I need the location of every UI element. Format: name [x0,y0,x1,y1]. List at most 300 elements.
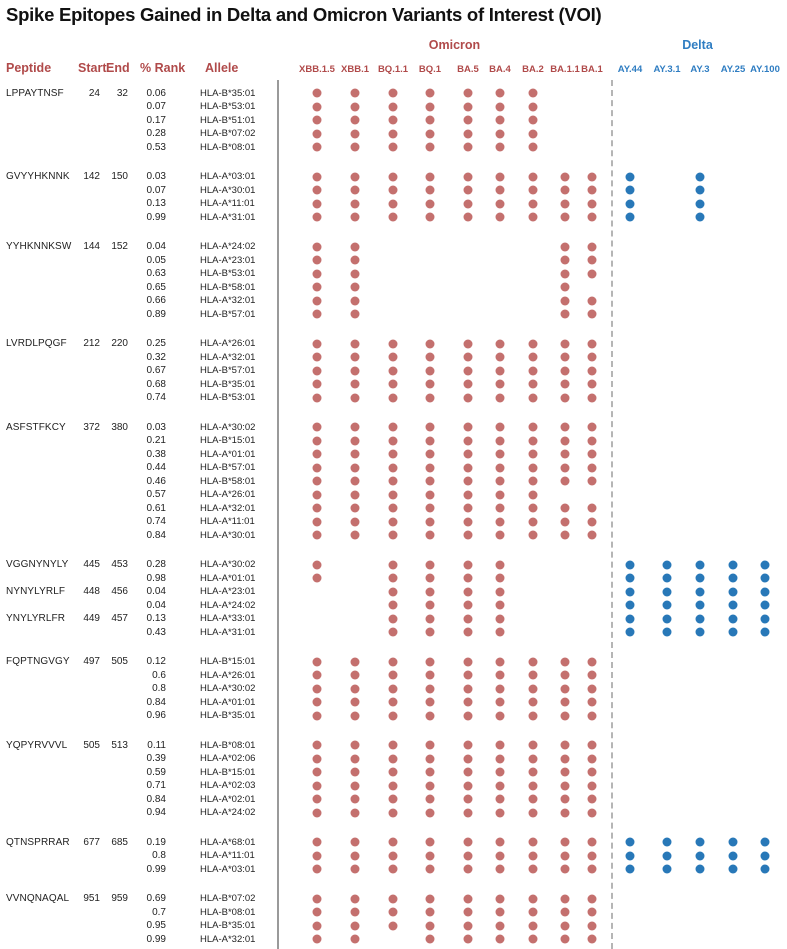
presence-dot [761,851,770,860]
presence-dot [529,463,538,472]
peptide-label: YYHKNNKSW [6,241,72,252]
presence-dot [761,574,770,583]
rank-value: 0.25 [146,338,166,349]
presence-dot [561,908,570,917]
presence-dot [588,393,597,402]
variant-column-header-BA-4: BA.4 [489,64,511,75]
presence-dot [588,711,597,720]
presence-dot [426,808,435,817]
presence-dot [663,851,672,860]
allele-label: HLA-B*08:01 [200,739,256,751]
presence-dot [761,614,770,623]
presence-dot [626,186,635,195]
presence-dot [588,781,597,790]
presence-dot [351,838,360,847]
presence-dot [464,865,473,874]
presence-dot [729,574,738,583]
presence-dot [313,574,322,583]
presence-dot [464,172,473,181]
presence-dot [464,393,473,402]
presence-dot [426,450,435,459]
presence-dot [351,477,360,486]
presence-dot [496,490,505,499]
allele-label: HLA-A*32:01 [200,351,256,363]
allele-label: HLA-A*23:01 [200,586,256,597]
rank-value: 0.39 [146,753,166,764]
presence-dot [561,436,570,445]
allele-label: HLA-A*24:02 [200,599,256,611]
group-header-omicron: Omicron [428,38,481,52]
presence-dot [313,781,322,790]
presence-dot [389,353,398,362]
presence-dot [426,657,435,666]
end-value: 505 [111,656,128,667]
allele-label: HLA-A*31:01 [200,211,256,223]
variant-column-header-BA-1: BA.1 [581,64,603,75]
rank-value: 0.99 [146,933,166,945]
presence-dot [389,380,398,389]
presence-dot [588,754,597,763]
presence-dot [496,795,505,804]
presence-dot [496,560,505,569]
allele-label: HLA-A*11:01 [200,516,255,527]
presence-dot [663,574,672,583]
allele-label: HLA-B*08:01 [200,141,256,153]
presence-dot [464,366,473,375]
presence-dot [313,143,322,152]
presence-dot [529,808,538,817]
rank-value: 0.96 [146,710,166,721]
presence-dot [464,671,473,680]
allele-label: HLA-A*01:01 [200,696,256,708]
presence-dot [313,754,322,763]
presence-dot [464,574,473,583]
presence-dot [426,129,435,138]
presence-dot [588,380,597,389]
allele-label: HLA-B*51:01 [200,114,256,126]
presence-dot [426,380,435,389]
presence-dot [389,393,398,402]
presence-dot [464,463,473,472]
presence-dot [561,380,570,389]
presence-dot [351,423,360,432]
presence-dot [351,199,360,208]
presence-dot [761,601,770,610]
presence-dot [529,838,538,847]
presence-dot [426,517,435,526]
presence-dot [588,463,597,472]
presence-dot [426,504,435,513]
presence-dot [496,711,505,720]
presence-dot [426,102,435,111]
presence-dot [696,574,705,583]
presence-dot [588,339,597,348]
rank-value: 0.74 [146,392,166,403]
presence-dot [389,436,398,445]
peptide-label: YQPYRVVVL [6,739,68,751]
presence-dot [426,423,435,432]
page-title: Spike Epitopes Gained in Delta and Omicron Variants of Interest (VOI) [6,4,602,25]
variant-column-header-AY-25: AY.25 [720,64,746,75]
presence-dot [626,574,635,583]
end-value: 456 [111,586,128,597]
presence-dot [496,172,505,181]
presence-dot [426,921,435,930]
presence-dot [529,698,538,707]
presence-dot [313,560,322,569]
presence-dot [496,380,505,389]
column-header-peptide: Peptide [6,61,52,75]
presence-dot [426,186,435,195]
presence-dot [351,283,360,292]
presence-dot [426,143,435,152]
presence-dot [389,423,398,432]
presence-dot [496,89,505,98]
end-value: 685 [111,836,128,848]
presence-dot [496,838,505,847]
presence-dot [389,754,398,763]
presence-dot [496,865,505,874]
presence-dot [696,865,705,874]
presence-dot [496,671,505,680]
presence-dot [351,353,360,362]
allele-label: HLA-A*32:01 [200,933,256,945]
presence-dot [729,601,738,610]
presence-dot [496,213,505,222]
presence-dot [313,463,322,472]
rank-value: 0.65 [146,281,166,293]
presence-dot [561,353,570,362]
presence-dot [389,463,398,472]
presence-dot [389,698,398,707]
presence-dot [588,242,597,251]
presence-dot [426,89,435,98]
presence-dot [561,711,570,720]
variant-column-header-BA-1-1: BA.1.1 [550,64,580,75]
presence-dot [588,450,597,459]
presence-dot [588,935,597,944]
presence-dot [561,504,570,513]
peptide-label: GVYYHKNNK [6,171,70,182]
presence-dot [761,865,770,874]
presence-dot [561,671,570,680]
presence-dot [588,353,597,362]
presence-dot [426,339,435,348]
presence-dot [351,808,360,817]
variant-column-header-XBB-1-5: XBB.1.5 [299,64,335,75]
presence-dot [389,865,398,874]
allele-label: HLA-A*03:01 [200,863,256,875]
rank-value: 0.04 [146,599,166,611]
presence-dot [351,517,360,526]
presence-dot [351,269,360,278]
presence-dot [351,671,360,680]
presence-dot [529,531,538,540]
presence-dot [313,741,322,750]
presence-dot [389,102,398,111]
presence-dot [561,366,570,375]
presence-dot [464,851,473,860]
presence-dot [464,921,473,930]
allele-label: HLA-B*07:02 [200,128,256,139]
presence-dot [313,684,322,693]
presence-dot [729,838,738,847]
rank-value: 0.61 [146,502,166,514]
presence-dot [426,628,435,637]
presence-dot [313,838,322,847]
allele-label: HLA-A*26:01 [200,489,256,500]
presence-dot [496,768,505,777]
presence-dot [588,531,597,540]
presence-dot [351,781,360,790]
variant-column-header-BQ-1-1: BQ.1.1 [377,64,409,75]
presence-dot [464,628,473,637]
presence-dot [426,490,435,499]
start-value: 497 [83,656,100,667]
presence-dot [351,754,360,763]
presence-dot [389,450,398,459]
presence-dot [426,601,435,610]
presence-dot [561,921,570,930]
presence-dot [464,657,473,666]
presence-dot [729,614,738,623]
presence-dot [389,129,398,138]
presence-dot [529,102,538,111]
presence-dot [496,698,505,707]
presence-dot [351,698,360,707]
presence-dot [496,921,505,930]
presence-dot [464,339,473,348]
presence-dot [464,838,473,847]
presence-dot [351,256,360,265]
presence-dot [496,781,505,790]
rank-value: 0.05 [146,254,166,266]
variant-column-header-BQ-1: BQ.1 [418,64,442,75]
presence-dot [496,531,505,540]
presence-dot [561,795,570,804]
rank-value: 0.95 [146,920,166,931]
rank-value: 0.74 [146,516,166,527]
presence-dot [351,393,360,402]
presence-dot [389,628,398,637]
presence-dot [389,808,398,817]
presence-dot [389,684,398,693]
allele-label: HLA-A*31:01 [200,626,256,638]
presence-dot [496,102,505,111]
rank-value: 0.43 [146,626,166,638]
presence-dot [464,781,473,790]
presence-dot [561,213,570,222]
presence-dot [626,851,635,860]
presence-dot [561,310,570,319]
presence-dot [496,741,505,750]
presence-dot [529,754,538,763]
presence-dot [561,698,570,707]
start-value: 142 [83,171,100,182]
presence-dot [588,741,597,750]
presence-dot [389,908,398,917]
presence-dot [529,711,538,720]
presence-dot [696,851,705,860]
allele-label: HLA-B*53:01 [200,268,256,279]
presence-dot [426,741,435,750]
group-header-delta: Delta [682,38,713,52]
presence-dot [529,781,538,790]
presence-dot [761,628,770,637]
presence-dot [389,795,398,804]
presence-dot [588,423,597,432]
end-value: 457 [111,613,128,624]
presence-dot [626,838,635,847]
presence-dot [389,213,398,222]
presence-dot [626,587,635,596]
presence-dot [313,851,322,860]
presence-dot [426,671,435,680]
presence-dot [464,795,473,804]
rank-value: 0.57 [146,489,166,500]
end-value: 453 [111,559,128,570]
presence-dot [561,256,570,265]
allele-label: HLA-B*15:01 [200,435,256,446]
presence-dot [313,423,322,432]
allele-label: HLA-A*23:01 [200,254,256,266]
presence-dot [313,894,322,903]
presence-dot [496,684,505,693]
allele-label: HLA-A*02:01 [200,793,256,805]
start-value: 448 [83,586,100,597]
presence-dot [588,894,597,903]
presence-dot [696,614,705,623]
presence-dot [496,199,505,208]
presence-dot [351,490,360,499]
presence-dot [351,684,360,693]
end-value: 380 [111,421,128,433]
start-value: 449 [83,613,100,624]
presence-dot [663,865,672,874]
presence-dot [426,213,435,222]
presence-dot [729,560,738,569]
presence-dot [313,711,322,720]
peptide-label: YNYLYRLFR [6,613,66,624]
presence-dot [313,380,322,389]
presence-dot [529,851,538,860]
presence-dot [426,436,435,445]
allele-label: HLA-A*24:02 [200,241,256,252]
peptide-label: LVRDLPQGF [6,338,67,349]
allele-label: HLA-A*32:01 [200,295,256,306]
presence-dot [351,851,360,860]
presence-dot [529,795,538,804]
presence-dot [313,366,322,375]
start-value: 212 [83,338,100,349]
presence-dot [389,894,398,903]
allele-label: HLA-A*11:01 [200,198,255,209]
presence-dot [588,436,597,445]
presence-dot [313,808,322,817]
presence-dot [464,504,473,513]
rank-value: 0.99 [146,863,166,875]
presence-dot [588,186,597,195]
presence-dot [626,614,635,623]
presence-dot [496,657,505,666]
presence-dot [529,504,538,513]
allele-label: HLA-B*53:01 [200,392,256,403]
start-value: 505 [83,739,100,751]
presence-dot [529,517,538,526]
presence-dot [464,436,473,445]
presence-dot [696,601,705,610]
presence-dot [561,865,570,874]
rank-value: 0.63 [146,268,166,279]
start-value: 24 [88,87,100,99]
rank-value: 0.46 [146,475,166,487]
presence-dot [626,172,635,181]
presence-dot [426,865,435,874]
presence-dot [529,143,538,152]
allele-label: HLA-B*08:01 [200,906,256,918]
presence-dot [496,628,505,637]
presence-dot [588,851,597,860]
presence-dot [426,393,435,402]
presence-dot [529,684,538,693]
presence-dot [588,768,597,777]
presence-dot [464,490,473,499]
presence-dot [626,199,635,208]
allele-label: HLA-A*03:01 [200,171,256,182]
presence-dot [529,436,538,445]
presence-dot [496,587,505,596]
presence-dot [496,754,505,763]
presence-dot [761,838,770,847]
peptide-label: FQPTNGVGY [6,656,70,667]
presence-dot [529,768,538,777]
allele-label: HLA-B*35:01 [200,920,256,931]
allele-label: HLA-B*58:01 [200,281,256,293]
presence-dot [351,310,360,319]
allele-label: HLA-A*30:02 [200,683,256,694]
presence-dot [588,504,597,513]
presence-dot [351,463,360,472]
rank-value: 0.07 [146,184,166,196]
presence-dot [464,614,473,623]
variant-column-header-AY-44: AY.44 [617,64,643,75]
presence-dot [464,560,473,569]
presence-dot [588,657,597,666]
presence-dot [426,795,435,804]
presence-dot [464,517,473,526]
presence-dot [464,754,473,763]
column-header-rank: % Rank [140,61,186,75]
presence-dot [426,463,435,472]
presence-dot [561,269,570,278]
presence-dot [696,199,705,208]
presence-dot [496,908,505,917]
allele-label: HLA-A*26:01 [200,669,256,681]
presence-dot [729,851,738,860]
presence-dot [313,256,322,265]
presence-dot [561,894,570,903]
presence-dot [389,339,398,348]
presence-dot [351,116,360,125]
allele-label: HLA-B*35:01 [200,378,256,390]
presence-dot [426,684,435,693]
presence-dot [313,102,322,111]
presence-dot [696,186,705,195]
presence-dot [426,908,435,917]
presence-dot [389,574,398,583]
presence-dot [496,116,505,125]
allele-label: HLA-B*53:01 [200,101,256,112]
